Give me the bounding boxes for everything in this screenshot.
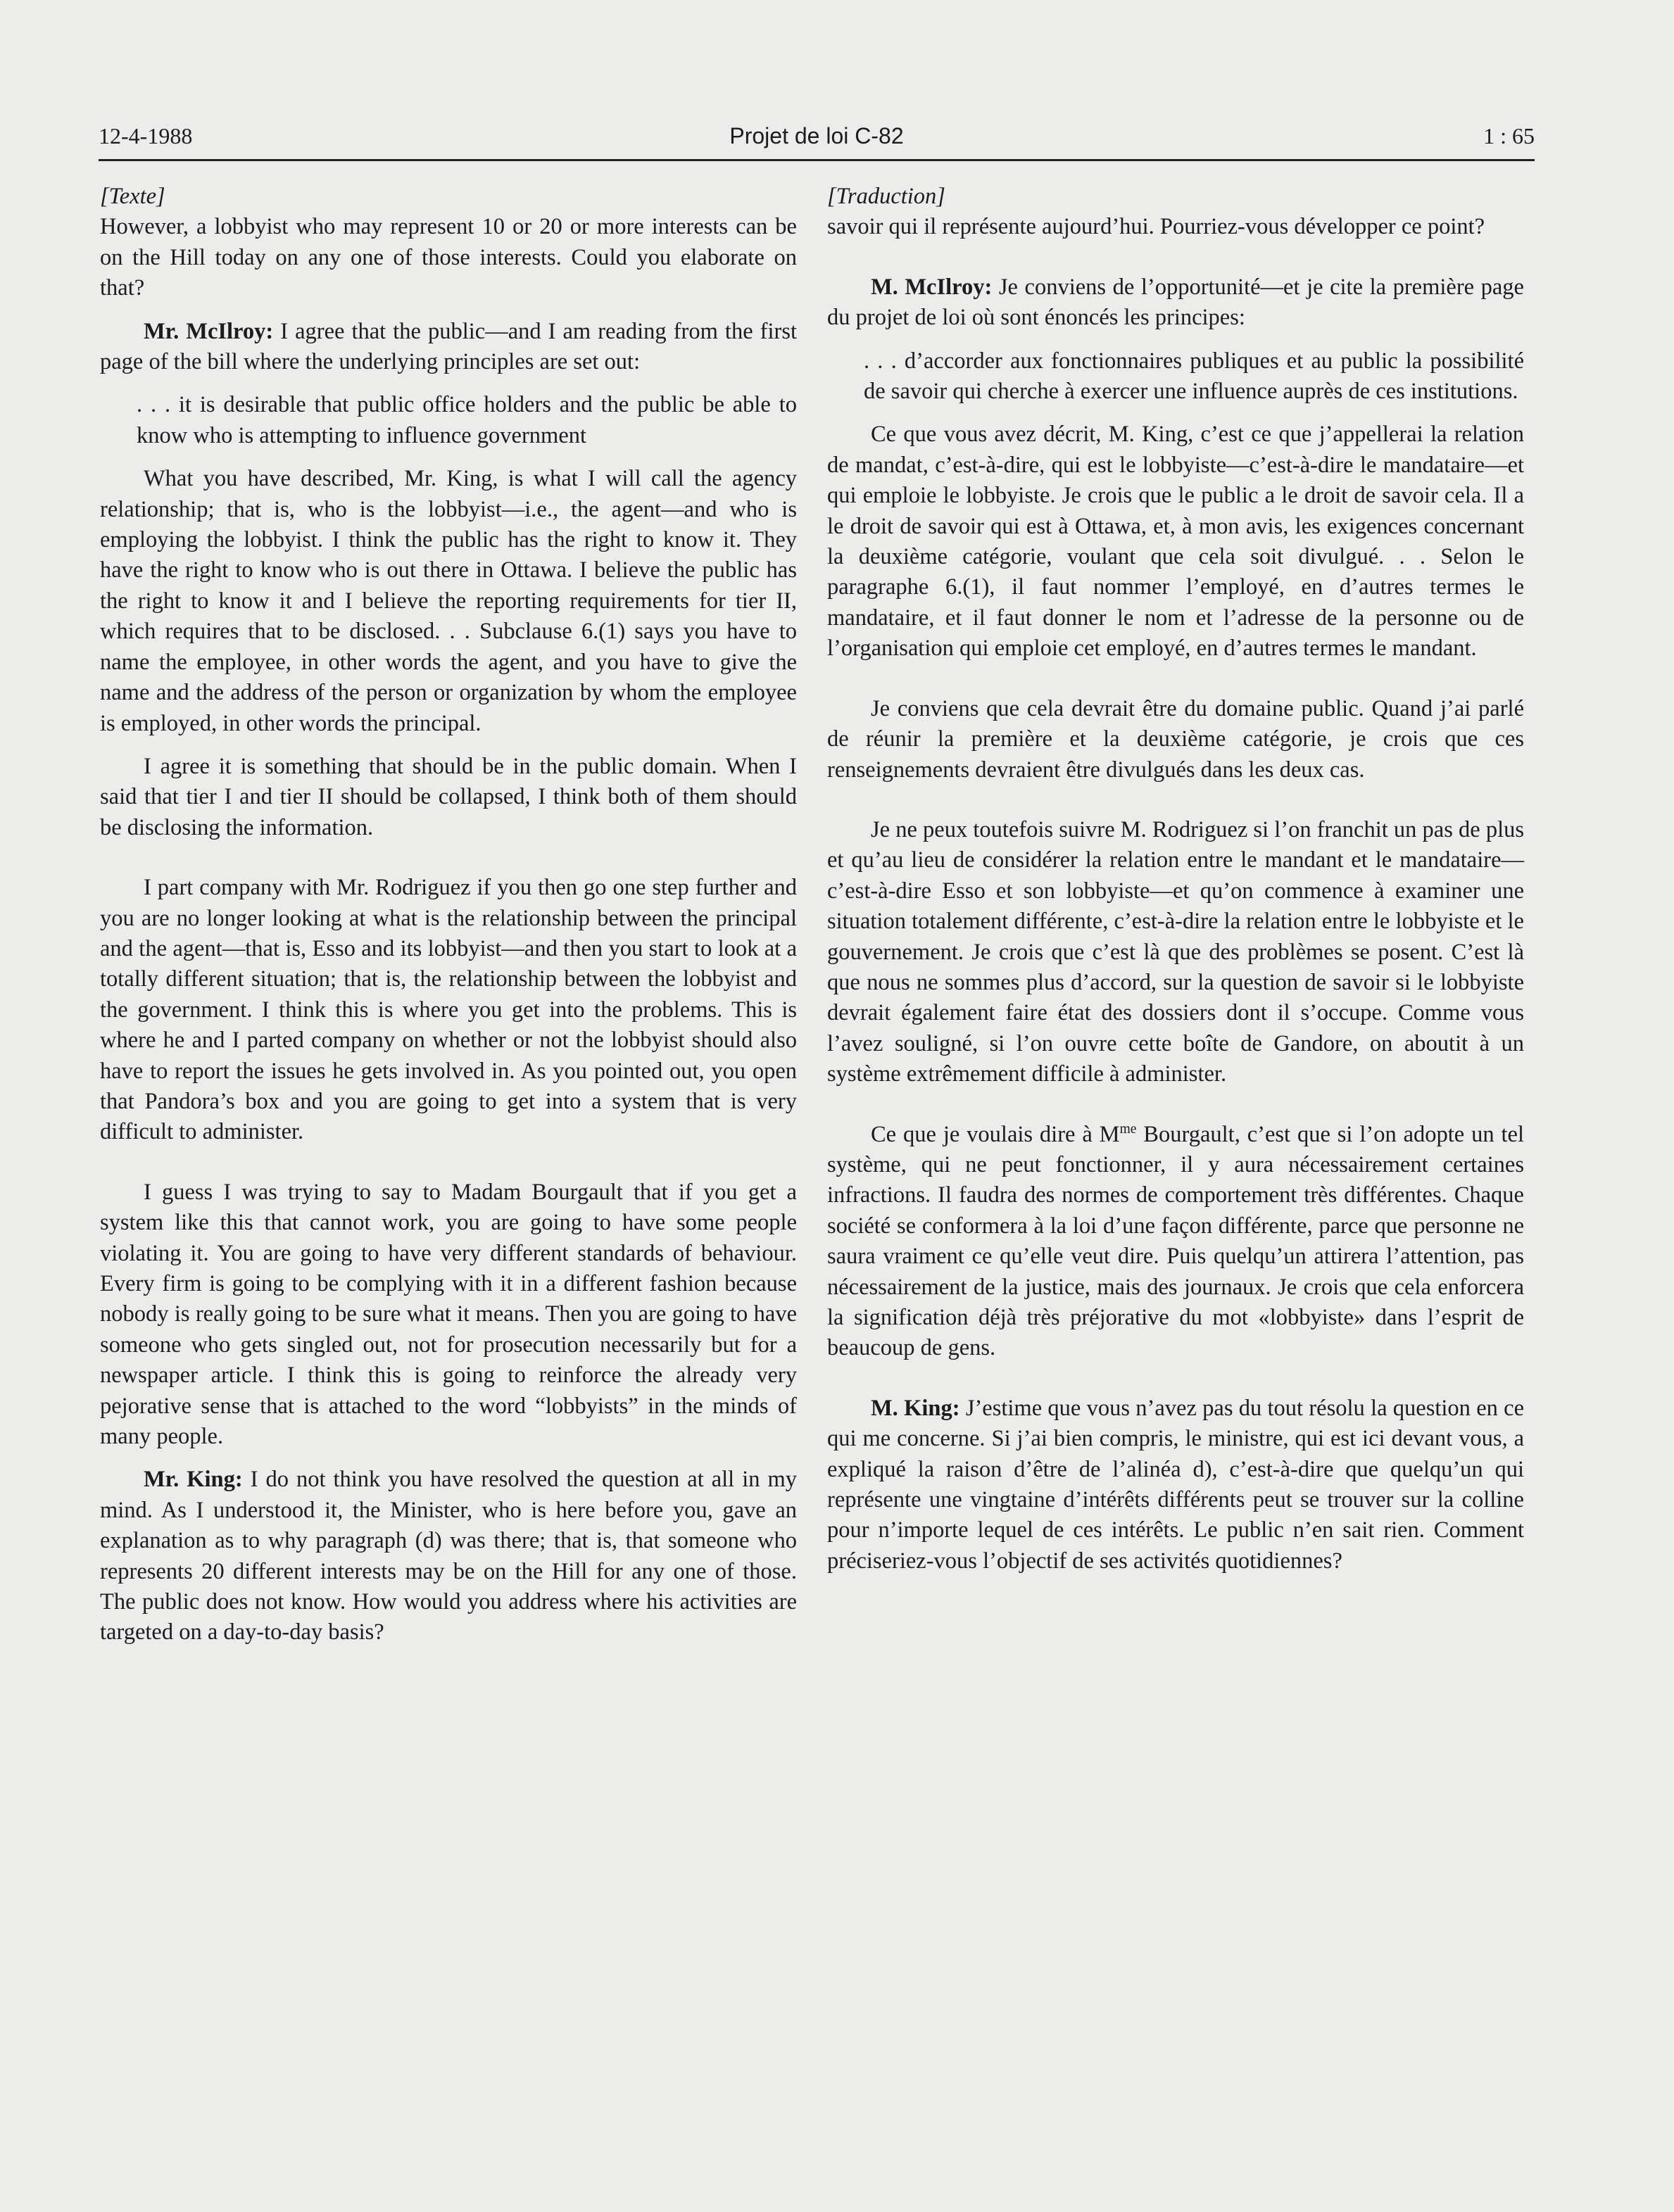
paragraph <box>827 272 1524 334</box>
paragraph: What you have described, Mr. King, is what I will call the agency relationship; that is, who is the lobbyist—i.e., the agent—and who is employing the lobbyist. I think the public has the right to know it. They have the right to know who is out there in Ottawa. I believe the public has the right to know it and I believe the reporting requirements for tier II, which requires that to be disclosed. . . Subclause 6.(1) says you have to name the employee, in other words the agent, and you have to give the name and the address of the person or organization by whom the employee is employed, in other words the principal. <box>100 466 797 736</box>
header-date: 12-4-1988 <box>99 123 193 148</box>
paragraph <box>827 1120 1524 1364</box>
paragraph: However, a lobbyist who may represent 10 or 20 or more interests can be on the Hill today on any one of those interests. Could you elaborate on that? <box>100 214 797 301</box>
paragraph: I part company with Mr. Rodriguez if you then go one step further and you are no longer looking at what is the relationship between the principal and the agent—that is, Esso and its lobbyist—and then you start to look at a totally different situation; that is, the relationship between the lobbyist and the government. I think this is where you get into the problems. This is where he and I parted company on whether or not the lobbyist should also have to report the issues he gets involved in. As you pointed out, you open that Pandora’s box and you are going to get into a system that is very difficult to administer. <box>100 875 797 1145</box>
superscript: me <box>1119 1121 1137 1137</box>
paragraph: savoir qui il représente aujourd’hui. Pourriez-vous développer ce point? <box>827 214 1485 240</box>
speaker-name: Mr. King: <box>144 1467 243 1493</box>
speech-text: Ce que je voulais dire à M <box>871 1121 1120 1147</box>
text-tag: [Texte] <box>100 184 165 209</box>
paragraph: I agree it is something that should be in the public domain. When I said that tier I and tier II should be collapsed, I think both of them should be disclosing the information. <box>100 753 797 840</box>
french-column <box>827 182 1524 1576</box>
speaker-name: M. McIlroy: <box>871 274 993 300</box>
paragraph <box>100 1465 797 1648</box>
paragraph <box>827 1393 1524 1576</box>
quotation: . . . it is desirable that public office holders and the public be able to know who is attempting to influence government <box>137 392 797 448</box>
speaker-name: M. King: <box>871 1395 960 1421</box>
header-title: Projet de loi C-82 <box>729 123 904 148</box>
speech-text: I do not think you have resolved the question at all in my mind. As I understood it, the Minister, who is here before you, gave an explanation as to why paragraph (d) was there; that is, that someone who represents 20 different interests may be on the Hill for any one of those. The public does not know. How would you address where his activities are targeted on a day-to-day basis? <box>100 1467 797 1645</box>
translation-tag: [Traduction] <box>827 184 945 209</box>
paragraph <box>100 317 797 378</box>
speech-text: Bourgault, c’est que si l’on adopte un tel système, qui ne peut fonctionner, il y aura nécessairement certaines infractions. Il faudra des normes de comportement très différentes. Chaque société se conformera à la loi d’une façon différente, parce que personne ne saura vraiment ce qu’elle veut dire. Puis quelqu’un attirera l’attention, pas nécessairement de la justice, mais des journaux. Je crois que cela enforcera la signification déjà très préjorative du mot «lobbyiste» dans l’esprit de beaucoup de gens. <box>827 1121 1524 1361</box>
header-page-number: 1 : 65 <box>1483 123 1535 148</box>
paragraph: Ce que vous avez décrit, M. King, c’est ce que j’appellerai la relation de mandat, c’est-à-dire, qui est le lobbyiste—c’est-à-dire le mandataire—et qui emploie le lobbyiste. Je crois que le public a le droit de savoir cela. Il a le droit de savoir qui est à Ottawa, et, à mon avis, les exigences concernant la deuxième catégorie, voulant que cela soit divulgué. . . Selon le paragraphe 6.(1), il faut nommer l’employé, en d’autres termes le mandataire, et il faut donner le nom et l’adresse de la personne ou de l’organisation qui emploie cet employé, en d’autres termes le mandant. <box>827 422 1524 662</box>
speech-text: Je conviens de l’opportunité—et je cite la première page du projet de loi où sont énoncés les principes: <box>827 274 1524 331</box>
quotation: . . . d’accorder aux fonctionnaires publiques et au public la possibilité de savoir qui cherche à exercer une influence auprès de ces institutions. <box>864 348 1524 405</box>
speech-text: I agree that the public—and I am reading from the first page of the bill where the underlying principles are set out: <box>100 318 797 375</box>
page-header <box>99 123 1535 160</box>
speech-text: J’estime que vous n’avez pas du tout résolu la question en ce qui me concerne. Si j’ai bien compris, le ministre, qui est ici devant vous, a expliqué la raison d’être de l’alinéa d), c’est-à-dire que quelqu’un qui représente une vingtaine d’intérêts différents peut se trouver sur la colline pour n’importe lequel de ces intérêts. Le public n’en sait rien. Comment préciseriez-vous l’objectif de ses activités quotidiennes? <box>827 1395 1524 1574</box>
english-column <box>100 182 797 1648</box>
header-rule <box>99 159 1535 161</box>
paragraph: Je conviens que cela devrait être du domaine public. Quand j’ai parlé de réunir la première et la deuxième catégorie, je crois que ces renseignements devraient être divulgués dans les deux cas. <box>827 695 1524 783</box>
speaker-name: Mr. McIlroy: <box>144 318 274 344</box>
paragraph: I guess I was trying to say to Madam Bourgault that if you get a system like this that cannot work, you are going to have some people violating it. You are going to have very different standards of behaviour. Every firm is going to be complying with it in a different fashion because nobody is really going to be sure what it means. Then you are going to have someone who gets singled out, not for prosecution necessarily but for a newspaper article. I think this is going to reinforce the already very pejorative sense that is attached to the word “lobbyists” in the minds of many people. <box>100 1179 797 1450</box>
paragraph: Je ne peux toutefois suivre M. Rodriguez si l’on franchit un pas de plus et qu’au lieu de considérer la relation entre le mandant et le mandataire—c’est-à-dire Esso et son lobbyiste—et qu’on commence à examiner une situation totalement différente, c’est-à-dire la relation entre le lobbyiste et le gouvernement. Je crois que c’est là que des problèmes se posent. C’est là que nous ne sommes plus d’accord, sur la question de savoir si le lobbyiste devrait également faire état des dossiers dont il s’occupe. Comme vous l’avez souligné, si l’on ouvre cette boîte de Gandore, on aboutit à un système extrêmement difficile à administer. <box>827 816 1524 1087</box>
